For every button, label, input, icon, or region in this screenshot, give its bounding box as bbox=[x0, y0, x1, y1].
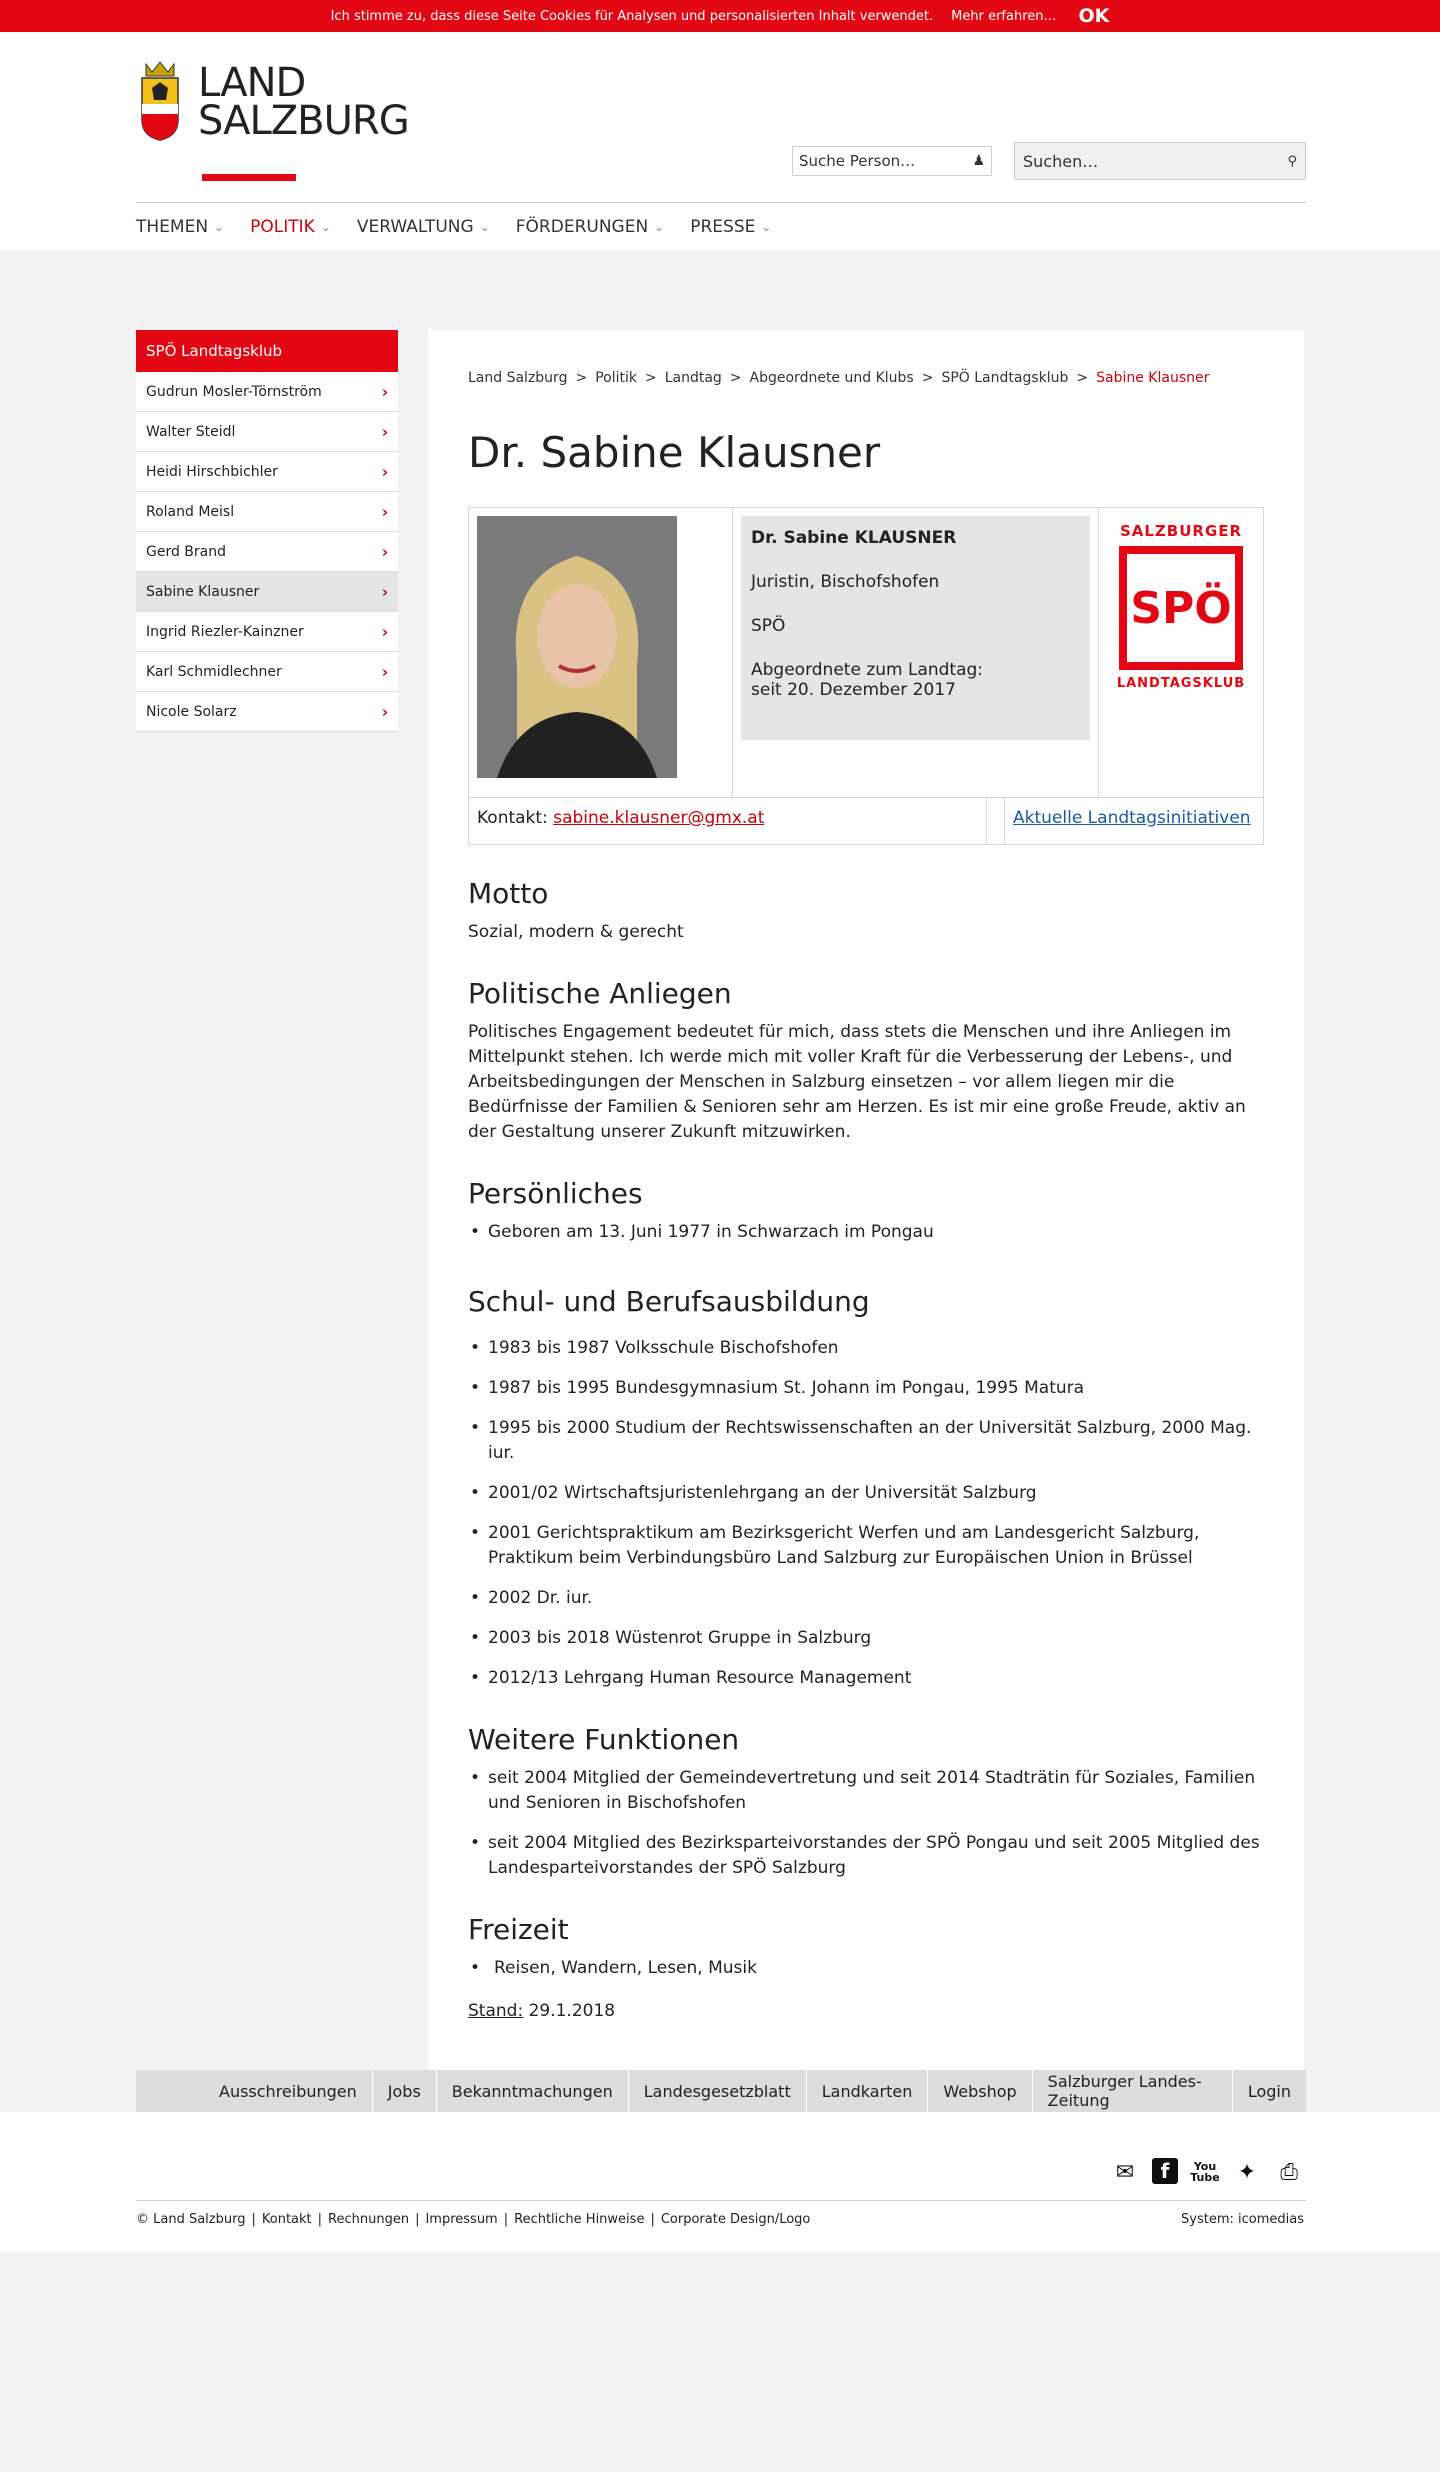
list-item: • seit 2004 Mitglied der Gemeindevertretung und seit 2014 Stadträtin für Soziales, Familien und Senioren in Bischofshofen bbox=[468, 1766, 1264, 1816]
list-item: • 1987 bis 1995 Bundesgymnasium St. Johann im Pongau, 1995 Matura bbox=[468, 1376, 1264, 1401]
list-item: • Geboren am 13. Juni 1977 in Schwarzach im Pongau bbox=[468, 1220, 1264, 1245]
contact-row bbox=[469, 798, 987, 844]
sidebar bbox=[136, 330, 398, 732]
sidebar-item[interactable]: Heidi Hirschbichler › bbox=[136, 452, 398, 492]
initiatives-link[interactable]: Aktuelle Landtagsinitiativen bbox=[1013, 808, 1251, 828]
chevron-right-icon: › bbox=[381, 622, 388, 641]
section-title-motto: Motto bbox=[468, 877, 549, 910]
footer-nav-item[interactable]: Ausschreibungen bbox=[204, 2070, 373, 2112]
site-search-input[interactable] bbox=[1014, 142, 1306, 180]
breadcrumb-item[interactable]: Landtag bbox=[664, 370, 722, 386]
section-title-persoenliches: Persönliches bbox=[468, 1177, 643, 1210]
footer-navigation bbox=[136, 2070, 1306, 2112]
chevron-down-icon: ⌄ bbox=[479, 220, 490, 234]
spo-logo-bottom: LANDTAGSKLUB bbox=[1116, 676, 1246, 691]
twitter-icon[interactable]: ✦ bbox=[1237, 2159, 1257, 2185]
person-icon: ♟ bbox=[972, 153, 985, 169]
freizeit-list bbox=[468, 1956, 1264, 1981]
chevron-right-icon: › bbox=[381, 462, 388, 481]
stand-label: Stand: bbox=[468, 2001, 524, 2021]
footer-nav-item[interactable]: Bekanntmachungen bbox=[437, 2070, 629, 2112]
sidebar-item[interactable]: Ingrid Riezler-Kainzner › bbox=[136, 612, 398, 652]
breadcrumb-current: Sabine Klausner bbox=[1096, 370, 1210, 386]
main-content bbox=[428, 330, 1304, 2240]
section-title-ausbildung: Schul- und Berufsausbildung bbox=[468, 1285, 870, 1318]
chevron-right-icon: › bbox=[381, 702, 388, 721]
profile-info bbox=[741, 516, 1090, 740]
chevron-right-icon: › bbox=[381, 582, 388, 601]
spo-logo-top: SALZBURGER bbox=[1119, 522, 1243, 540]
mail-icon[interactable]: ✉ bbox=[1115, 2159, 1135, 2185]
person-search-input[interactable] bbox=[792, 146, 992, 176]
sidebar-item[interactable]: Nicole Solarz › bbox=[136, 692, 398, 732]
profile-photo bbox=[477, 516, 677, 778]
cookie-banner bbox=[0, 0, 1440, 32]
section-title-freizeit: Freizeit bbox=[468, 1913, 569, 1946]
cookie-more-link[interactable]: Mehr erfahren… bbox=[951, 8, 1057, 24]
footer-link[interactable]: Kontakt bbox=[261, 2212, 312, 2227]
stand-line bbox=[468, 2001, 1264, 2021]
footer-nav-item[interactable]: Jobs bbox=[373, 2070, 437, 2112]
section-title-funktionen: Weitere Funktionen bbox=[468, 1723, 740, 1756]
print-icon[interactable]: ⎙ bbox=[1280, 2159, 1298, 2185]
list-item: • 2002 Dr. iur. bbox=[468, 1586, 1264, 1611]
copyright: © Land Salzburg bbox=[136, 2212, 246, 2227]
profile-party: SPÖ bbox=[751, 616, 786, 636]
persoenliches-list bbox=[468, 1220, 1264, 1245]
profile-name: Dr. Sabine KLAUSNER bbox=[751, 528, 957, 548]
footer-nav-item[interactable]: Login bbox=[1247, 2081, 1291, 2101]
profile-job: Juristin, Bischofshofen bbox=[751, 572, 940, 592]
search-icon[interactable]: ⚲ bbox=[1287, 153, 1297, 169]
chevron-down-icon: ⌄ bbox=[654, 220, 665, 234]
nav-verwaltung[interactable]: VERWALTUNG ⌄ bbox=[356, 217, 490, 237]
site-search-placeholder: Suchen… bbox=[1023, 151, 1099, 171]
footer-link[interactable]: Rechtliche Hinweise bbox=[514, 2212, 645, 2227]
footer-link[interactable]: Corporate Design/Logo bbox=[660, 2212, 811, 2227]
sidebar-title[interactable]: SPÖ Landtagsklub bbox=[136, 330, 398, 372]
list-item: • 2003 bis 2018 Wüstenrot Gruppe in Salzburg bbox=[468, 1626, 1264, 1651]
chevron-right-icon: › bbox=[381, 422, 388, 441]
sidebar-item[interactable]: Gudrun Mosler-Törnström › bbox=[136, 372, 398, 412]
breadcrumb: Land Salzburg > Politik > Landtag > Abgeordnete und Klubs > SPÖ Landtagsklub > Sabine Klausner bbox=[468, 370, 1210, 386]
list-item: • Reisen, Wandern, Lesen, Musik bbox=[468, 1956, 1264, 1981]
contact-label: Kontakt: bbox=[477, 808, 548, 828]
chevron-down-icon: ⌄ bbox=[214, 220, 225, 234]
chevron-right-icon: › bbox=[381, 382, 388, 401]
spo-logo bbox=[1099, 508, 1263, 797]
list-item: • 1995 bis 2000 Studium der Rechtswissenschaften an der Universität Salzburg, 2000 Mag. iur. bbox=[468, 1416, 1264, 1466]
breadcrumb-item[interactable]: SPÖ Landtagsklub bbox=[941, 370, 1069, 386]
cookie-ok-button[interactable]: OK bbox=[1078, 5, 1110, 27]
nav-politik[interactable]: POLITIK ⌄ bbox=[250, 217, 331, 237]
main-navigation bbox=[136, 210, 771, 244]
cookie-text: Ich stimme zu, dass diese Seite Cookies für Analysen und personalisierten Inhalt verwendet. bbox=[330, 8, 934, 24]
list-item: • seit 2004 Mitglied des Bezirksparteivorstandes der SPÖ Pongau und seit 2005 Mitglied des Landesparteivorstandes der SPÖ Salzburg bbox=[468, 1831, 1264, 1881]
ausbildung-list bbox=[468, 1336, 1264, 1691]
coat-of-arms-icon bbox=[136, 58, 184, 142]
youtube-icon[interactable]: You Tube bbox=[1190, 2160, 1220, 2184]
profile-role: Abgeordnete zum Landtag: bbox=[751, 660, 984, 680]
stand-date: 29.1.2018 bbox=[528, 2001, 616, 2021]
motto-text: Sozial, modern & gerecht bbox=[468, 922, 684, 942]
chevron-down-icon: ⌄ bbox=[761, 220, 772, 234]
spo-logo-mid: SPÖ bbox=[1130, 582, 1232, 634]
logo-line2: SALZBURG bbox=[198, 98, 409, 144]
chevron-right-icon: › bbox=[381, 542, 388, 561]
nav-themen[interactable]: THEMEN ⌄ bbox=[136, 217, 225, 237]
profile-card bbox=[468, 507, 1264, 845]
chevron-right-icon: › bbox=[381, 662, 388, 681]
system-credit: System: icomedias bbox=[1181, 2212, 1304, 2227]
logo-underline bbox=[202, 174, 296, 181]
footer-nav-item[interactable]: Webshop bbox=[928, 2070, 1032, 2112]
list-item: • 2012/13 Lehrgang Human Resource Management bbox=[468, 1666, 1264, 1691]
footer-nav-item[interactable]: Landesgesetzblatt bbox=[629, 2070, 807, 2112]
sidebar-item[interactable]: Karl Schmidlechner › bbox=[136, 652, 398, 692]
site-footer bbox=[0, 2112, 1440, 2252]
site-logo[interactable] bbox=[136, 58, 409, 142]
footer-nav-item[interactable]: Salzburger Landes-Zeitung bbox=[1033, 2070, 1233, 2112]
chevron-down-icon: ⌄ bbox=[320, 220, 331, 234]
profile-since: seit 20. Dezember 2017 bbox=[751, 680, 956, 700]
breadcrumb-item[interactable]: Politik bbox=[595, 370, 637, 386]
footer-link[interactable]: Impressum bbox=[425, 2212, 498, 2227]
sidebar-item[interactable]: Walter Steidl › bbox=[136, 412, 398, 452]
site-header bbox=[0, 32, 1440, 250]
anliegen-text: Politisches Engagement bedeutet für mich, dass stets die Menschen und ihre Anliegen im Mittelpunkt stehen. Ich werde mich mit voller Kraft für die Verbesserung der Lebens-, und Arbeitsbedingungen der Menschen in Salzburg einsetzen – vor allem liegen mir die Bedürfnisse der Familien & Senioren sehr am Herzen. Es ist mir eine große Freude, aktiv an der Gestaltung unserer Zukunft mitzuwirken. bbox=[468, 1022, 1246, 1142]
person-search-placeholder: Suche Person… bbox=[799, 152, 916, 170]
section-title-anliegen: Politische Anliegen bbox=[468, 977, 732, 1010]
sidebar-item-active[interactable]: Sabine Klausner › bbox=[136, 572, 398, 612]
header-divider bbox=[136, 202, 1306, 203]
footer-divider bbox=[136, 2200, 1306, 2201]
footer-links: © Land Salzburg | Kontakt | Rechnungen | Impressum | Rechtliche Hinweise | Corporate Design/Logo bbox=[136, 2212, 811, 2227]
logo-line1: LAND bbox=[198, 60, 306, 106]
page-title: Dr. Sabine Klausner bbox=[468, 428, 881, 477]
sidebar-item[interactable]: Roland Meisl › bbox=[136, 492, 398, 532]
social-icons bbox=[1110, 2158, 1304, 2186]
email-link[interactable]: sabine.klausner@gmx.at bbox=[553, 808, 765, 828]
funktionen-list bbox=[468, 1766, 1264, 1881]
breadcrumb-item[interactable]: Land Salzburg bbox=[468, 370, 568, 386]
footer-link[interactable]: Rechnungen bbox=[328, 2212, 410, 2227]
sidebar-item[interactable]: Gerd Brand › bbox=[136, 532, 398, 572]
list-item: • 2001/02 Wirtschaftsjuristenlehrgang an der Universität Salzburg bbox=[468, 1481, 1264, 1506]
chevron-right-icon: › bbox=[381, 502, 388, 521]
list-item: • 1983 bis 1987 Volksschule Bischofshofen bbox=[468, 1336, 1264, 1361]
list-item: • 2001 Gerichtspraktikum am Bezirksgericht Werfen und am Landesgericht Salzburg, Praktikum beim Verbindungsbüro Land Salzburg zur Europäischen Union in Brüssel bbox=[468, 1521, 1264, 1571]
breadcrumb-item[interactable]: Abgeordnete und Klubs bbox=[749, 370, 914, 386]
nav-foerderungen[interactable]: FÖRDERUNGEN ⌄ bbox=[515, 217, 665, 237]
footer-nav-item[interactable]: Landkarten bbox=[807, 2070, 929, 2112]
facebook-icon[interactable]: f bbox=[1152, 2158, 1178, 2184]
nav-presse[interactable]: PRESSE ⌄ bbox=[690, 217, 772, 237]
